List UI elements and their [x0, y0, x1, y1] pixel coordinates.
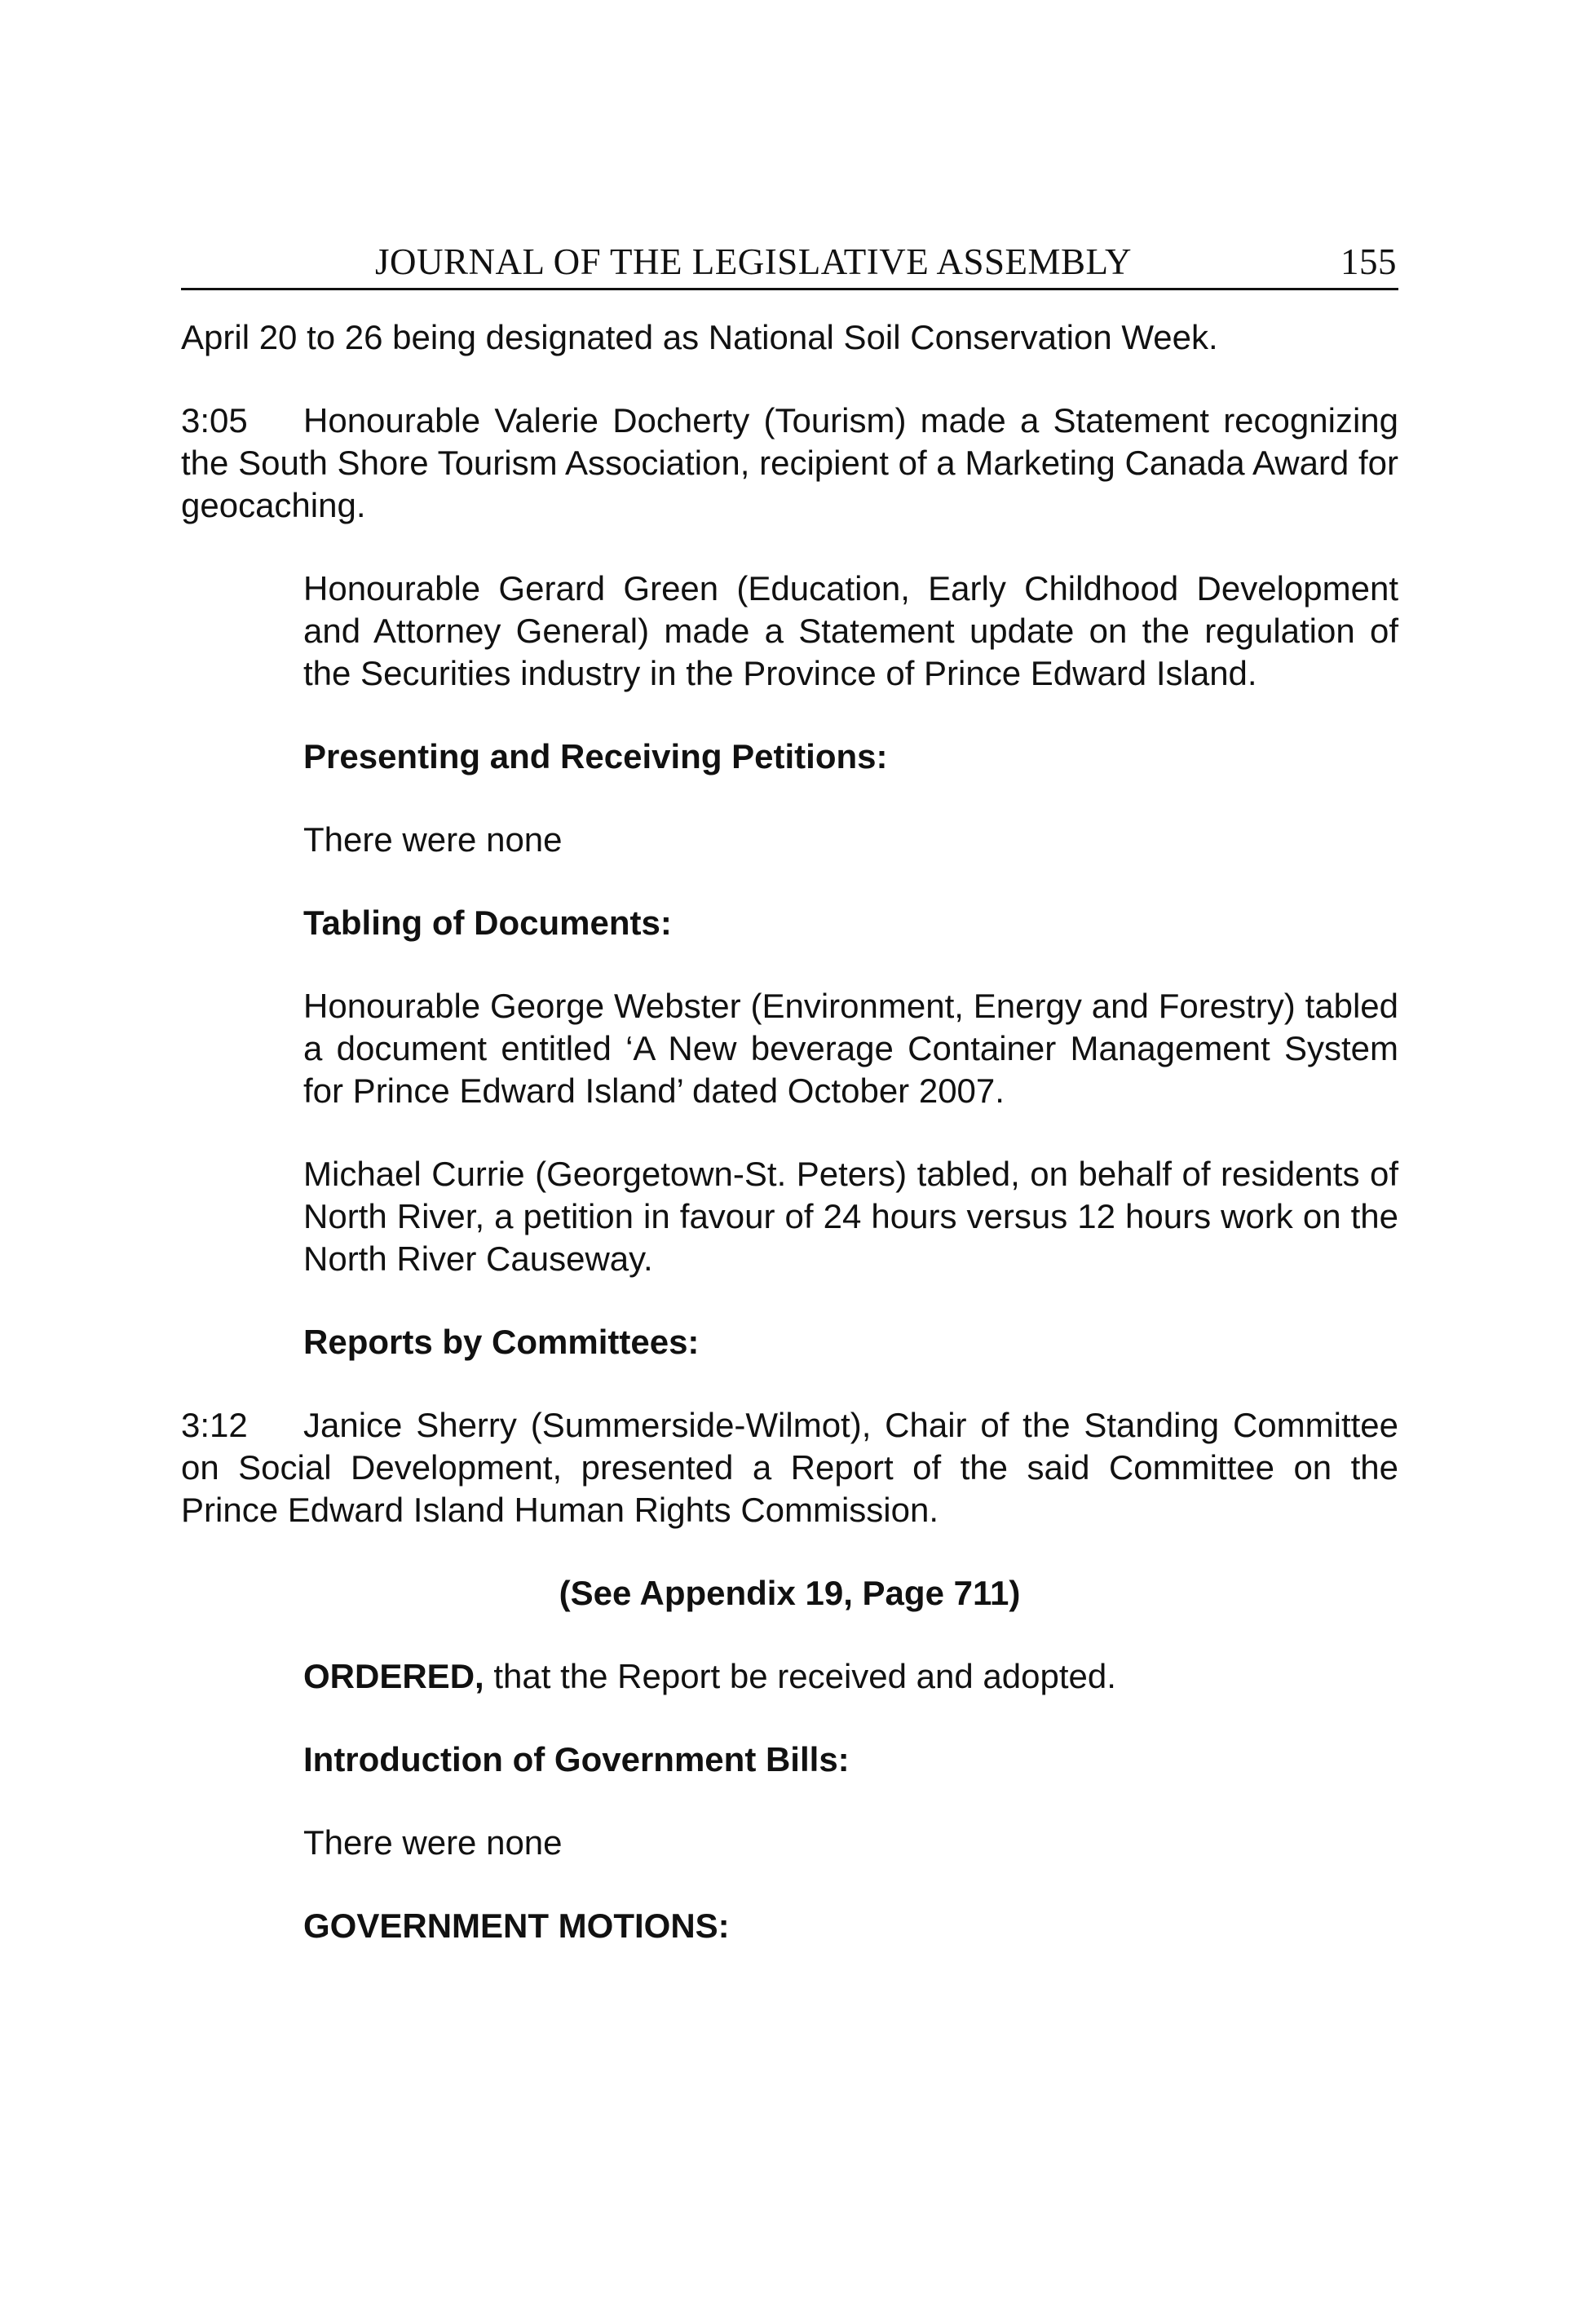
- section-heading-petitions: Presenting and Receiving Petitions:: [303, 737, 888, 775]
- paragraph-none-petitions: There were none: [303, 820, 563, 859]
- paragraph-webster-document: Honourable George Webster (Environment, Energy and Forestry) tabled a document entitled ‘A New beverage Container Management System for Prince Edward Island’ dated October 2007.: [303, 987, 1398, 1110]
- ordered-label: ORDERED,: [303, 1657, 484, 1695]
- paragraph-currie-petition: Michael Currie (Georgetown-St. Peters) tabled, on behalf of residents of North River, a petition in favour of 24 hours versus 12 hours work on the North River Causeway.: [303, 1155, 1398, 1278]
- section-heading-government-bills: Introduction of Government Bills:: [303, 1740, 850, 1778]
- paragraph-docherty-statement: [181, 400, 1398, 527]
- page-header: [181, 241, 1398, 290]
- statement-text: Honourable Valerie Docherty (Tourism) made a Statement recognizing the South Shore Tourism Association, recipient of a Marketing Canada Award for geocaching.: [181, 401, 1398, 524]
- paragraph-ordered: [303, 1655, 1398, 1698]
- timestamp: 3:05: [181, 401, 248, 440]
- paragraph-green-statement: Honourable Gerard Green (Education, Early Childhood Development and Attorney General) made a Statement update on the regulation of the Securities industry in the Province of Prince Edward Island.: [303, 569, 1398, 692]
- section-heading-government-motions: GOVERNMENT MOTIONS:: [303, 1906, 730, 1945]
- journal-page: [181, 241, 1398, 1947]
- page-number: 155: [1340, 241, 1397, 282]
- ordered-text: that the Report be received and adopted.: [484, 1657, 1116, 1695]
- section-heading-committees: Reports by Committees:: [303, 1323, 700, 1361]
- timestamp: 3:12: [181, 1406, 248, 1444]
- appendix-reference: (See Appendix 19, Page 711): [559, 1574, 1021, 1612]
- paragraph-soil-week: April 20 to 26 being designated as National Soil Conservation Week.: [181, 318, 1218, 356]
- report-text: Janice Sherry (Summerside-Wilmot), Chair of the Standing Committee on Social Development, presented a Report of the said Committee on the Prince Edward Island Human Rights Commission.: [181, 1406, 1398, 1529]
- paragraph-none-bills: There were none: [303, 1823, 563, 1862]
- paragraph-sherry-report: [181, 1404, 1398, 1531]
- journal-title: JOURNAL OF THE LEGISLATIVE ASSEMBLY: [375, 241, 1133, 282]
- section-heading-tabling: Tabling of Documents:: [303, 904, 672, 942]
- journal-body: [181, 316, 1398, 1947]
